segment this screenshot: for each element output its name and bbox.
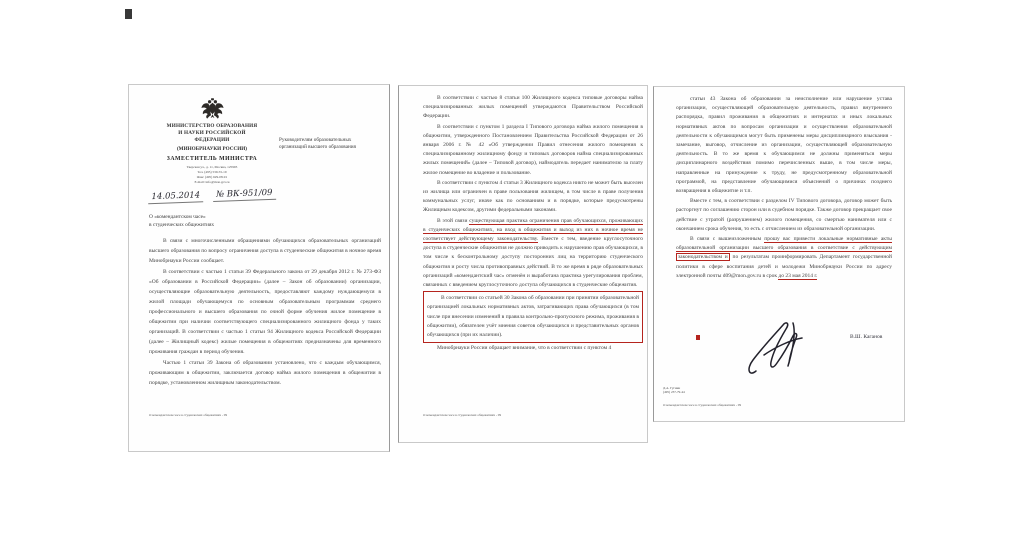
text-fragment: Вместе с тем, введение круглосуточного доступа в студенческие общежития не должно приводить к нарушению прав обучающихся, в том числе к бесконтрольному доступу посторонних лиц на территорию студенческого общежития и росту числа противоправных действий. В то же время в ряде образовательных организаций «комендантский час» отменён и выработана практика урегулирования проблем, связанных с введением круглосуточного доступа обучающихся в студенческие общежития. (423, 236, 643, 289)
addressee-line2: организаций высшего образования (279, 144, 356, 150)
ministry-name-line2: И НАУКИ РОССИЙСКОЙ (178, 129, 246, 136)
paragraph: В соответствии с пунктом 4 статьи 3 Жилищного кодекса никто не может быть выселен из жилища или ограничен в праве пользования жилищем, в том числе в праве получения коммунальных услуг, иначе как по основаниям и в порядке, которые предусмотрены Жилищным кодексом, другими федеральными законами. (423, 179, 643, 214)
signer-position-title: ЗАМЕСТИТЕЛЬ МИНИСТРА (166, 156, 258, 163)
signer-name: В.Ш. Каганов (850, 334, 883, 340)
scan-corner-mark (125, 9, 132, 19)
letter-subject (149, 214, 214, 229)
ministry-street: Тверская ул., д. 11, Москва, 125993 (186, 165, 238, 170)
red-underlined-deadline: до 23 мая 2014 г. (778, 272, 818, 279)
red-underlined-fragment: существующая практика ограничения прав обучающихся, проживающих в студенческих общежитиях, на вход в общежития и выход из них в ночное время не соответствует действующему законодательству. (423, 217, 644, 243)
letter-page-2 (398, 85, 648, 443)
ministry-fax: Факс (495) 629-08-91 (196, 174, 228, 179)
executor-phone: (495) 237-79-44 (663, 390, 685, 395)
ministry-short-name: (МИНОБРНАУКИ РОССИИ) (176, 146, 248, 153)
letter-page-1 (128, 84, 390, 452)
page1-body-text (149, 236, 381, 389)
paragraph: В связи с многочисленными обращениями обучающихся образовательных организаций высшего образования по вопросу ограничения доступа в студенческие общежития в ночное время Минобрнауки России сообщает. (149, 238, 381, 264)
subject-line2: в студенческих общежитиях (149, 221, 215, 228)
paragraph: Вместе с тем, в соответствии с разделом IV Типового договора, договор может быть расторгнут по соглашению сторон или в судебном порядке. Также договор прекращает свое действие с утратой (разрушением) жилого помещения, со смертью нанимателя или с окончанием срока обучения, то есть с отчислением из образовательной организации. (676, 198, 892, 232)
paragraph-with-red-underline (676, 235, 892, 281)
paragraph: Частью 1 статьи 39 Закона об образовании установлено, что с каждым обучающимся, проживающим в общежитии, заключается договор найма жилого помещения в общежитии в порядке, установленном жилищным законодательством. (149, 360, 381, 386)
ministry-email: E-mail: info@mon.gov.ru (194, 179, 230, 184)
red-boxed-paragraph: В соответствии со статьей 30 Закона об образовании при принятии образовательной организацией локальных нормативных актов, затрагивающих права обучающихся (в том числе при внесении изменений в правила контрольно-пропускного режима, проживания в общежитии), обязателен учёт мнения советов обучающихся и представительных органов обучающихся (при их наличии). (423, 291, 643, 343)
ministry-name-line1: МИНИСТЕРСТВО ОБРАЗОВАНИЯ (166, 123, 258, 129)
red-underlined-fragment: прошу вас привести локальные нормативные акты образовательной организации высшего образования в соответствие с действующим (676, 236, 892, 252)
ministry-phone: Тел. (495) 539-55-19 (197, 170, 227, 175)
paragraph: В соответствии с пунктом 1 раздела I Типового договора найма жилого помещения в общежитии, утвержденного Постановлением Правительства Российской Федерации от 26 января 2006 г. № 42 «Об утверждении Правил отнесения жилого помещения к специализированному жилищному фонду и типовых договоров найма специализированных жилых помещений» (далее – Типовой договор), наймодатель передает нанимателю за плату жилое помещение во владение и пользование. (423, 123, 643, 176)
coat-of-arms-eagle-icon (201, 97, 224, 120)
page-footer-note: О комендантском часе в студенческих общежитиях - 09 (663, 403, 742, 407)
subject-line1: О «комендантском часе» (149, 214, 206, 220)
page-footer-note: О комендантском часе в студенческих общежитиях - 09 (423, 413, 502, 417)
handwritten-signature (746, 319, 818, 379)
paragraph-with-red-underline (423, 217, 643, 291)
page-footer-note: О комендантском часе в студенческих общежитиях - 09 (149, 413, 228, 417)
text-fragment: В этой связи (437, 217, 470, 224)
ministry-address-block (135, 165, 289, 184)
executor-name: Д.А. Гугнин (663, 386, 681, 390)
page2-body-text (423, 94, 643, 354)
letter-page-3 (653, 86, 905, 422)
ministry-name-line3: ФЕДЕРАЦИИ (194, 136, 230, 143)
ministry-letterhead (135, 97, 289, 202)
paragraph: В соответствии с частью 8 статьи 100 Жилищного кодекса типовые договоры найма специализированных жилых помещений утверждаются Правительством Российской Федерации. (423, 95, 643, 120)
red-boxed-fragment: законодательством и (678, 254, 728, 261)
text-fragment: по результатам проинформировать Департамент государственной политики в сфере воспитания детей и молодежи Минобрнауки России по адресу электронной почты d09@mon.gov.ru в срок (676, 254, 892, 279)
red-margin-mark (696, 335, 700, 340)
addressee-line1: Руководителям образовательных (279, 137, 352, 143)
paragraph: статьи 43 Закона об образовании за неисполнение или нарушение устава организации, осуществляющей образовательную деятельность, правил внутреннего распорядка, правил проживания в общежитиях и интернатах и иных локальных нормативных актов по вопросам организации и осуществления образовательной деятельности к обучающимся могут быть применены меры дисциплинарного взыскания - замечание, выговор, отчисление из организации, осуществляющей образовательную деятельность. В то же время к обучающимся не должны применяться меры дисциплинарного воздействия помимо перечисленных выше, в том числе меры, направленные на принуждение к труду, не предусмотренному образовательной программой, на представление обучающимися объяснений о причинах позднего возвращения в общежитие и т.п. (676, 96, 892, 195)
page3-body-text (676, 95, 892, 282)
executor-contact (663, 386, 685, 395)
handwritten-registration (135, 187, 289, 204)
handwritten-number: № ВК-951/09 (213, 187, 276, 201)
addressee-block (279, 137, 379, 151)
paragraph: Минобрнауки России обращает внимание, что в соответствии с пунктом 4 (437, 345, 612, 352)
text-fragment: В связи с вышеизложенным (690, 236, 765, 243)
paragraph: В соответствии с частью 1 статьи 39 Федерального закона от 29 декабря 2012 г. № 273-ФЗ «Об образовании в Российской Федерации» (далее – Закон об образовании) организации, осуществляющие образовательную деятельность, предоставляют каждому нуждающемуся в жилой площади обучающемуся по основным образовательным программам среднего профессионального и высшего образования по очной форме обучения жилое помещение в общежитии при наличии соответствующего специализированного жилищного фонда у таких организаций. В соответствии с частью 1 статьи 94 Жилищного кодекса Российской Федерации (далее – Жилищный кодекс) жилые помещения в общежитиях предназначены для временного проживания граждан в период обучения. (149, 269, 381, 355)
handwritten-date: 14.05.2014 (148, 190, 203, 204)
